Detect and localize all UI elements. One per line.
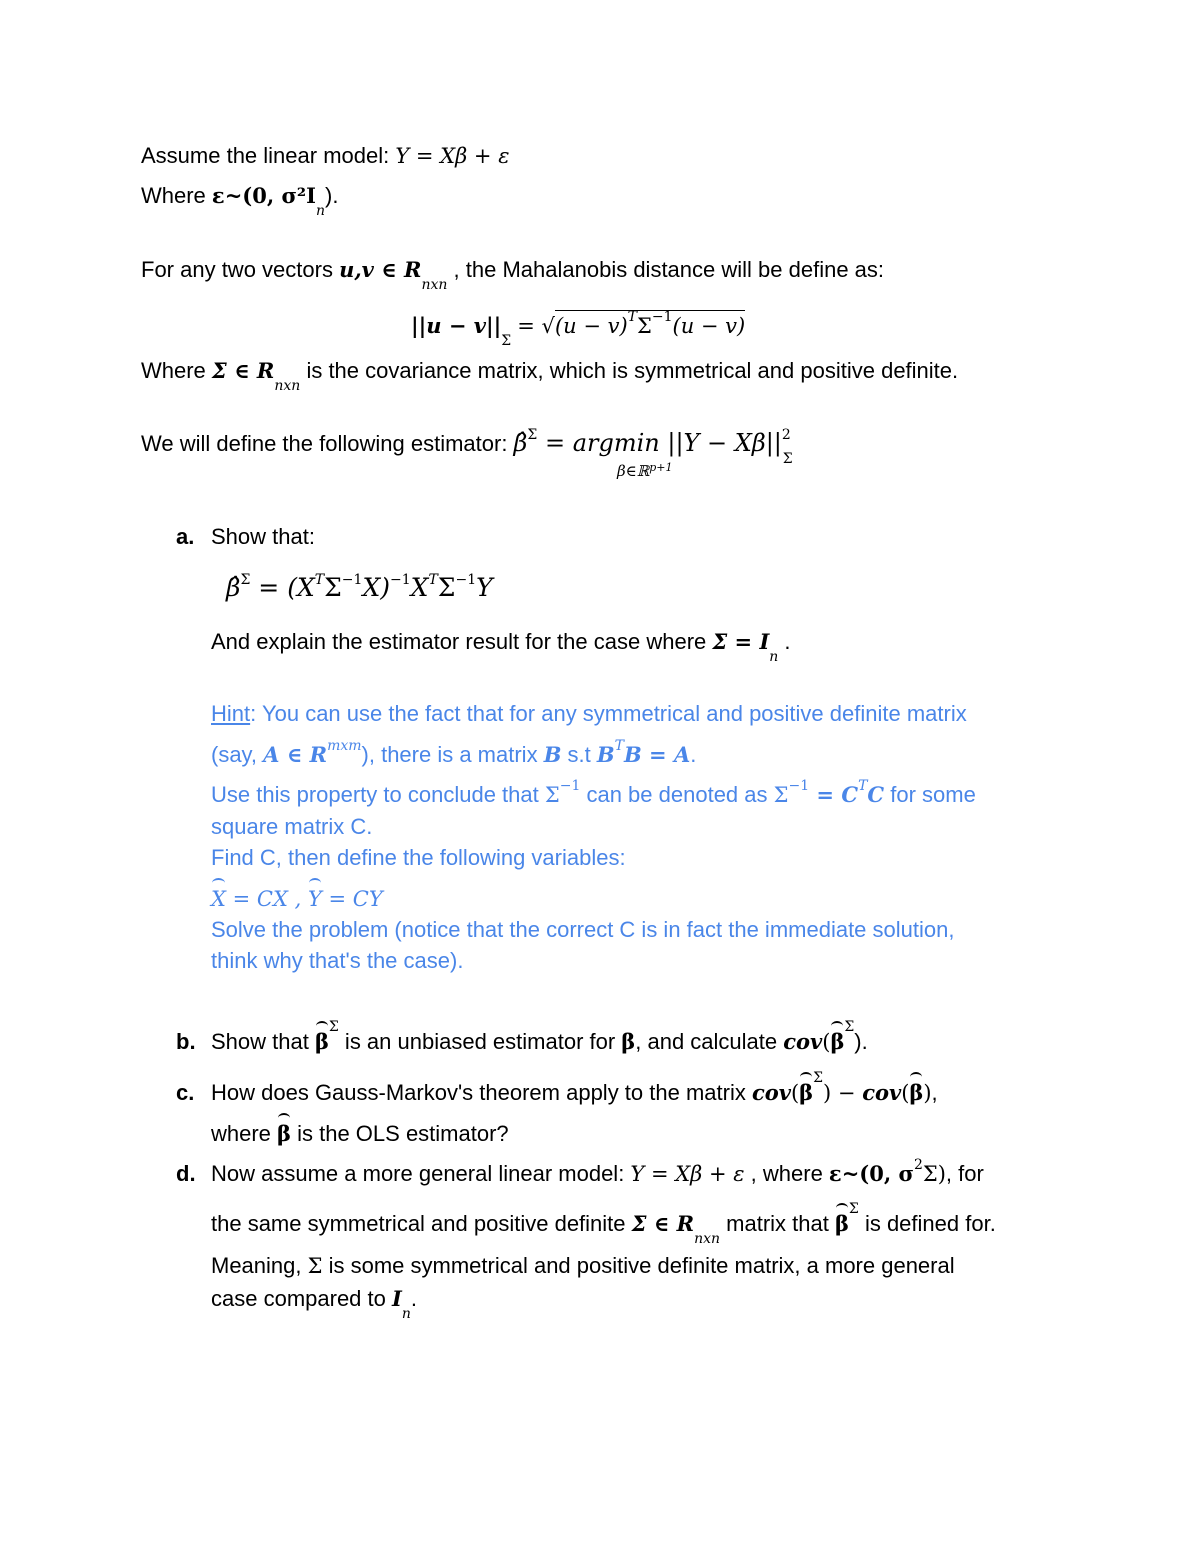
explain-sub: n — [769, 649, 779, 665]
part-c-label: c. — [176, 1080, 195, 1105]
formula-p10: Y — [476, 573, 493, 602]
estimator-sup: Σ — [527, 427, 538, 443]
part-d-label: d. — [176, 1161, 196, 1186]
hint-3b: can be denoted as — [580, 782, 774, 807]
hint-line-5 — [211, 843, 626, 873]
part-a-text — [211, 522, 315, 552]
d-text-h: is some symmetrical and positive definite matrix, a more general — [322, 1253, 955, 1278]
c-text-b: , — [931, 1080, 938, 1105]
c-beta1-sup: Σ — [813, 1070, 824, 1086]
b-text-a: Show that — [211, 1029, 315, 1054]
cov-sub: nxn — [274, 378, 301, 394]
c-minus: − — [831, 1081, 863, 1105]
hint-3sup2: −1 — [788, 778, 810, 794]
hint-6eq1: = CX , — [225, 887, 308, 911]
covariance-line — [141, 356, 959, 394]
formula-beta: β̂ — [226, 573, 241, 602]
c-beta2: β — [909, 1078, 923, 1108]
show-that: Show that: — [211, 524, 315, 549]
hint-word: Hint — [211, 701, 251, 726]
hint-line-8 — [211, 946, 463, 976]
estimator-beta: β̂ — [513, 429, 528, 457]
b-cov-close: ). — [854, 1029, 868, 1054]
d-eq4-sub: n — [401, 1306, 411, 1322]
hint-3eq2: Σ — [773, 783, 789, 807]
d-text-j: . — [410, 1286, 417, 1311]
model-line — [141, 141, 509, 171]
b-beta: β — [621, 1029, 636, 1054]
part-b-label: b. — [176, 1029, 196, 1054]
c-text-d: is the OLS estimator? — [291, 1121, 509, 1146]
d-sigma: Σ — [307, 1254, 323, 1278]
d-eq3: Σ ∈ R — [631, 1211, 695, 1236]
hint-line-4 — [211, 812, 372, 842]
formula-p1: T — [314, 572, 325, 588]
c-cov1: cov — [751, 1080, 791, 1105]
d-eq1: Y = Xβ + ε — [630, 1162, 745, 1186]
estimator-rhs: = argmin ||Y − Xβ|| — [537, 429, 782, 457]
error-sub: n — [315, 203, 325, 219]
distance-sigma-sup: −1 — [651, 309, 673, 325]
formula-p5: −1 — [390, 572, 411, 588]
error-equation: ε~(0, σ²I — [211, 183, 316, 208]
hint-2B: B — [543, 742, 562, 767]
distance-sigma: Σ — [637, 314, 652, 338]
hint-2b: ), there is a matrix — [361, 742, 544, 767]
d-text-i: case compared to — [211, 1286, 392, 1311]
part-c-text-1: How does Gauss-Markov's theorem apply to the matrix $cov(\beta^\Sigma) - cov(\beta)$, — [211, 1078, 938, 1111]
hint-3a: Use this property to conclude that — [211, 782, 545, 807]
hint-line-7 — [211, 915, 954, 945]
b-text-b: is an unbiased estimator for — [338, 1029, 622, 1054]
estimator-line — [141, 427, 793, 467]
vectors-sub: nxn — [421, 277, 448, 293]
d-eq3-sub: nxn — [694, 1231, 721, 1247]
hint-line-3 — [211, 780, 976, 813]
cov-eq: Σ ∈ R — [211, 358, 275, 383]
d-eq2-sup: 2 — [913, 1157, 923, 1173]
b-beta-hat: β — [315, 1027, 329, 1057]
d-text-g: Meaning, — [211, 1253, 308, 1278]
argmin-under-sup: p+1 — [649, 461, 673, 474]
part-d-text-1 — [211, 1159, 984, 1192]
hint-2c: s.t — [561, 742, 597, 767]
model-equation: Y = Xβ + ε — [395, 144, 510, 168]
explain-eq: Σ = I — [712, 629, 770, 654]
explain-end: . — [778, 629, 791, 654]
distance-end: (u − v) — [672, 314, 746, 338]
error-end: ). — [325, 183, 339, 208]
distance-lhs: ||u − v|| — [411, 313, 502, 338]
hint-3eq: Σ — [544, 783, 560, 807]
estimator-prefix: We will define the following estimator: — [141, 431, 514, 456]
hint-2sup2: T — [614, 738, 624, 754]
error-distribution-line — [141, 181, 339, 219]
hint-4: square matrix C. — [211, 814, 373, 839]
hint-3sup: −1 — [559, 778, 581, 794]
vectors-prefix: For any two vectors — [141, 257, 340, 282]
c-cov2: cov — [862, 1080, 902, 1105]
part-d-text-4 — [211, 1284, 417, 1322]
b-cov-beta: β — [830, 1027, 844, 1057]
hint-5: Find C, then define the following variables: — [211, 845, 626, 870]
c-text-c: where — [211, 1121, 278, 1146]
formula-rhs: = (X — [250, 573, 315, 602]
c-beta3: β — [277, 1119, 291, 1149]
hint-2sup: mxm — [327, 738, 362, 754]
hint-line-1 — [211, 699, 967, 729]
d-text-c: , for — [945, 1161, 984, 1186]
formula-p8: Σ — [437, 573, 456, 602]
part-b-text — [211, 1019, 868, 1060]
hint-7: Solve the problem (notice that the correct C is in fact the immediate solution, — [211, 917, 955, 942]
hint-3sup3: T — [858, 778, 868, 794]
d-text-f: is defined for. — [858, 1211, 996, 1236]
d-eq2: ε~(0, σ — [828, 1161, 914, 1186]
hint-8: think why that's the case). — [211, 948, 464, 973]
hint-2eq2: B — [596, 742, 615, 767]
d-text-d: the same symmetrical and positive definite — [211, 1211, 632, 1236]
formula-p6: X — [410, 573, 429, 602]
explain-text: And explain the estimator result for the case where — [211, 629, 713, 654]
hint-line-2 — [211, 740, 696, 773]
formula-p7: T — [428, 572, 438, 588]
d-text-b: , where — [744, 1161, 829, 1186]
argmin-subscript — [617, 462, 673, 480]
b-text-c: , and calculate — [635, 1029, 784, 1054]
hint-6y: Y — [308, 884, 322, 914]
model-prefix: Assume the linear model: — [141, 143, 396, 168]
formula-p4: X) — [362, 573, 390, 602]
hint-3eq4: C — [867, 782, 885, 807]
hint-line-6 — [211, 884, 383, 914]
vectors-eq: u,v ∈ R — [339, 257, 422, 282]
distance-sup: T — [627, 309, 638, 325]
where-text: Where — [141, 183, 212, 208]
hint-3c: for some — [884, 782, 976, 807]
distance-inner: (u − v) — [554, 314, 628, 338]
part-a-formula — [226, 572, 493, 607]
formula-sup: Σ — [240, 572, 251, 588]
hint-2eq: A ∈ R — [263, 742, 328, 767]
explain-line — [211, 627, 791, 665]
formula-p9: −1 — [455, 572, 477, 588]
b-cov: cov — [783, 1029, 823, 1054]
distance-lhs-sub: Σ — [501, 333, 512, 349]
part-d-text-2 — [211, 1201, 996, 1247]
hint-2a: (say, — [211, 742, 264, 767]
part-a-label: a. — [176, 524, 195, 549]
hint-2eq3: B = A — [623, 742, 691, 767]
d-text-e: matrix that — [720, 1211, 835, 1236]
c-text-a: How does Gauss-Markov's theorem apply to the matrix — [211, 1080, 752, 1105]
argmin-under: β∈ℝ — [617, 462, 650, 480]
part-c-text-2 — [211, 1119, 509, 1149]
formula-p3: −1 — [341, 572, 363, 588]
d-beta-hat: β — [835, 1209, 849, 1239]
c-beta1: β — [799, 1078, 813, 1108]
estimator-rhs-sup: 2 — [781, 427, 791, 443]
estimator-rhs-sub: Σ — [782, 451, 793, 467]
mahalanobis-formula: $||u - v||_\Sigma = √(u - v)^T\Sigma^{-1}(u - v)$ — [411, 309, 746, 349]
hint-6eq2: = CY — [321, 887, 383, 911]
b-cov-sup: Σ — [844, 1019, 855, 1035]
d-eq4: I — [391, 1286, 402, 1311]
hint-2d: . — [690, 742, 697, 767]
d-text-a: Now assume a more general linear model: — [211, 1161, 631, 1186]
part-d-text-3 — [211, 1251, 955, 1281]
b-beta-sup: Σ — [328, 1019, 339, 1035]
sqrt-content — [555, 310, 745, 338]
formula-p2: Σ — [324, 573, 342, 602]
cov-prefix: Where — [141, 358, 212, 383]
hint-3eq3: = C — [809, 782, 859, 807]
vectors-suffix: , the Mahalanobis distance will be define as: — [447, 257, 885, 282]
d-eq2-end: Σ) — [922, 1162, 946, 1186]
hint-text-1: : You can use the fact that for any symmetrical and positive definite matrix — [250, 701, 967, 726]
vectors-line — [141, 255, 885, 293]
b-cov-open: ( — [822, 1030, 831, 1054]
hint-6x: X — [211, 884, 226, 914]
d-beta-sup: Σ — [848, 1201, 859, 1217]
cov-suffix: is the covariance matrix, which is symmetrical and positive definite. — [300, 358, 959, 383]
